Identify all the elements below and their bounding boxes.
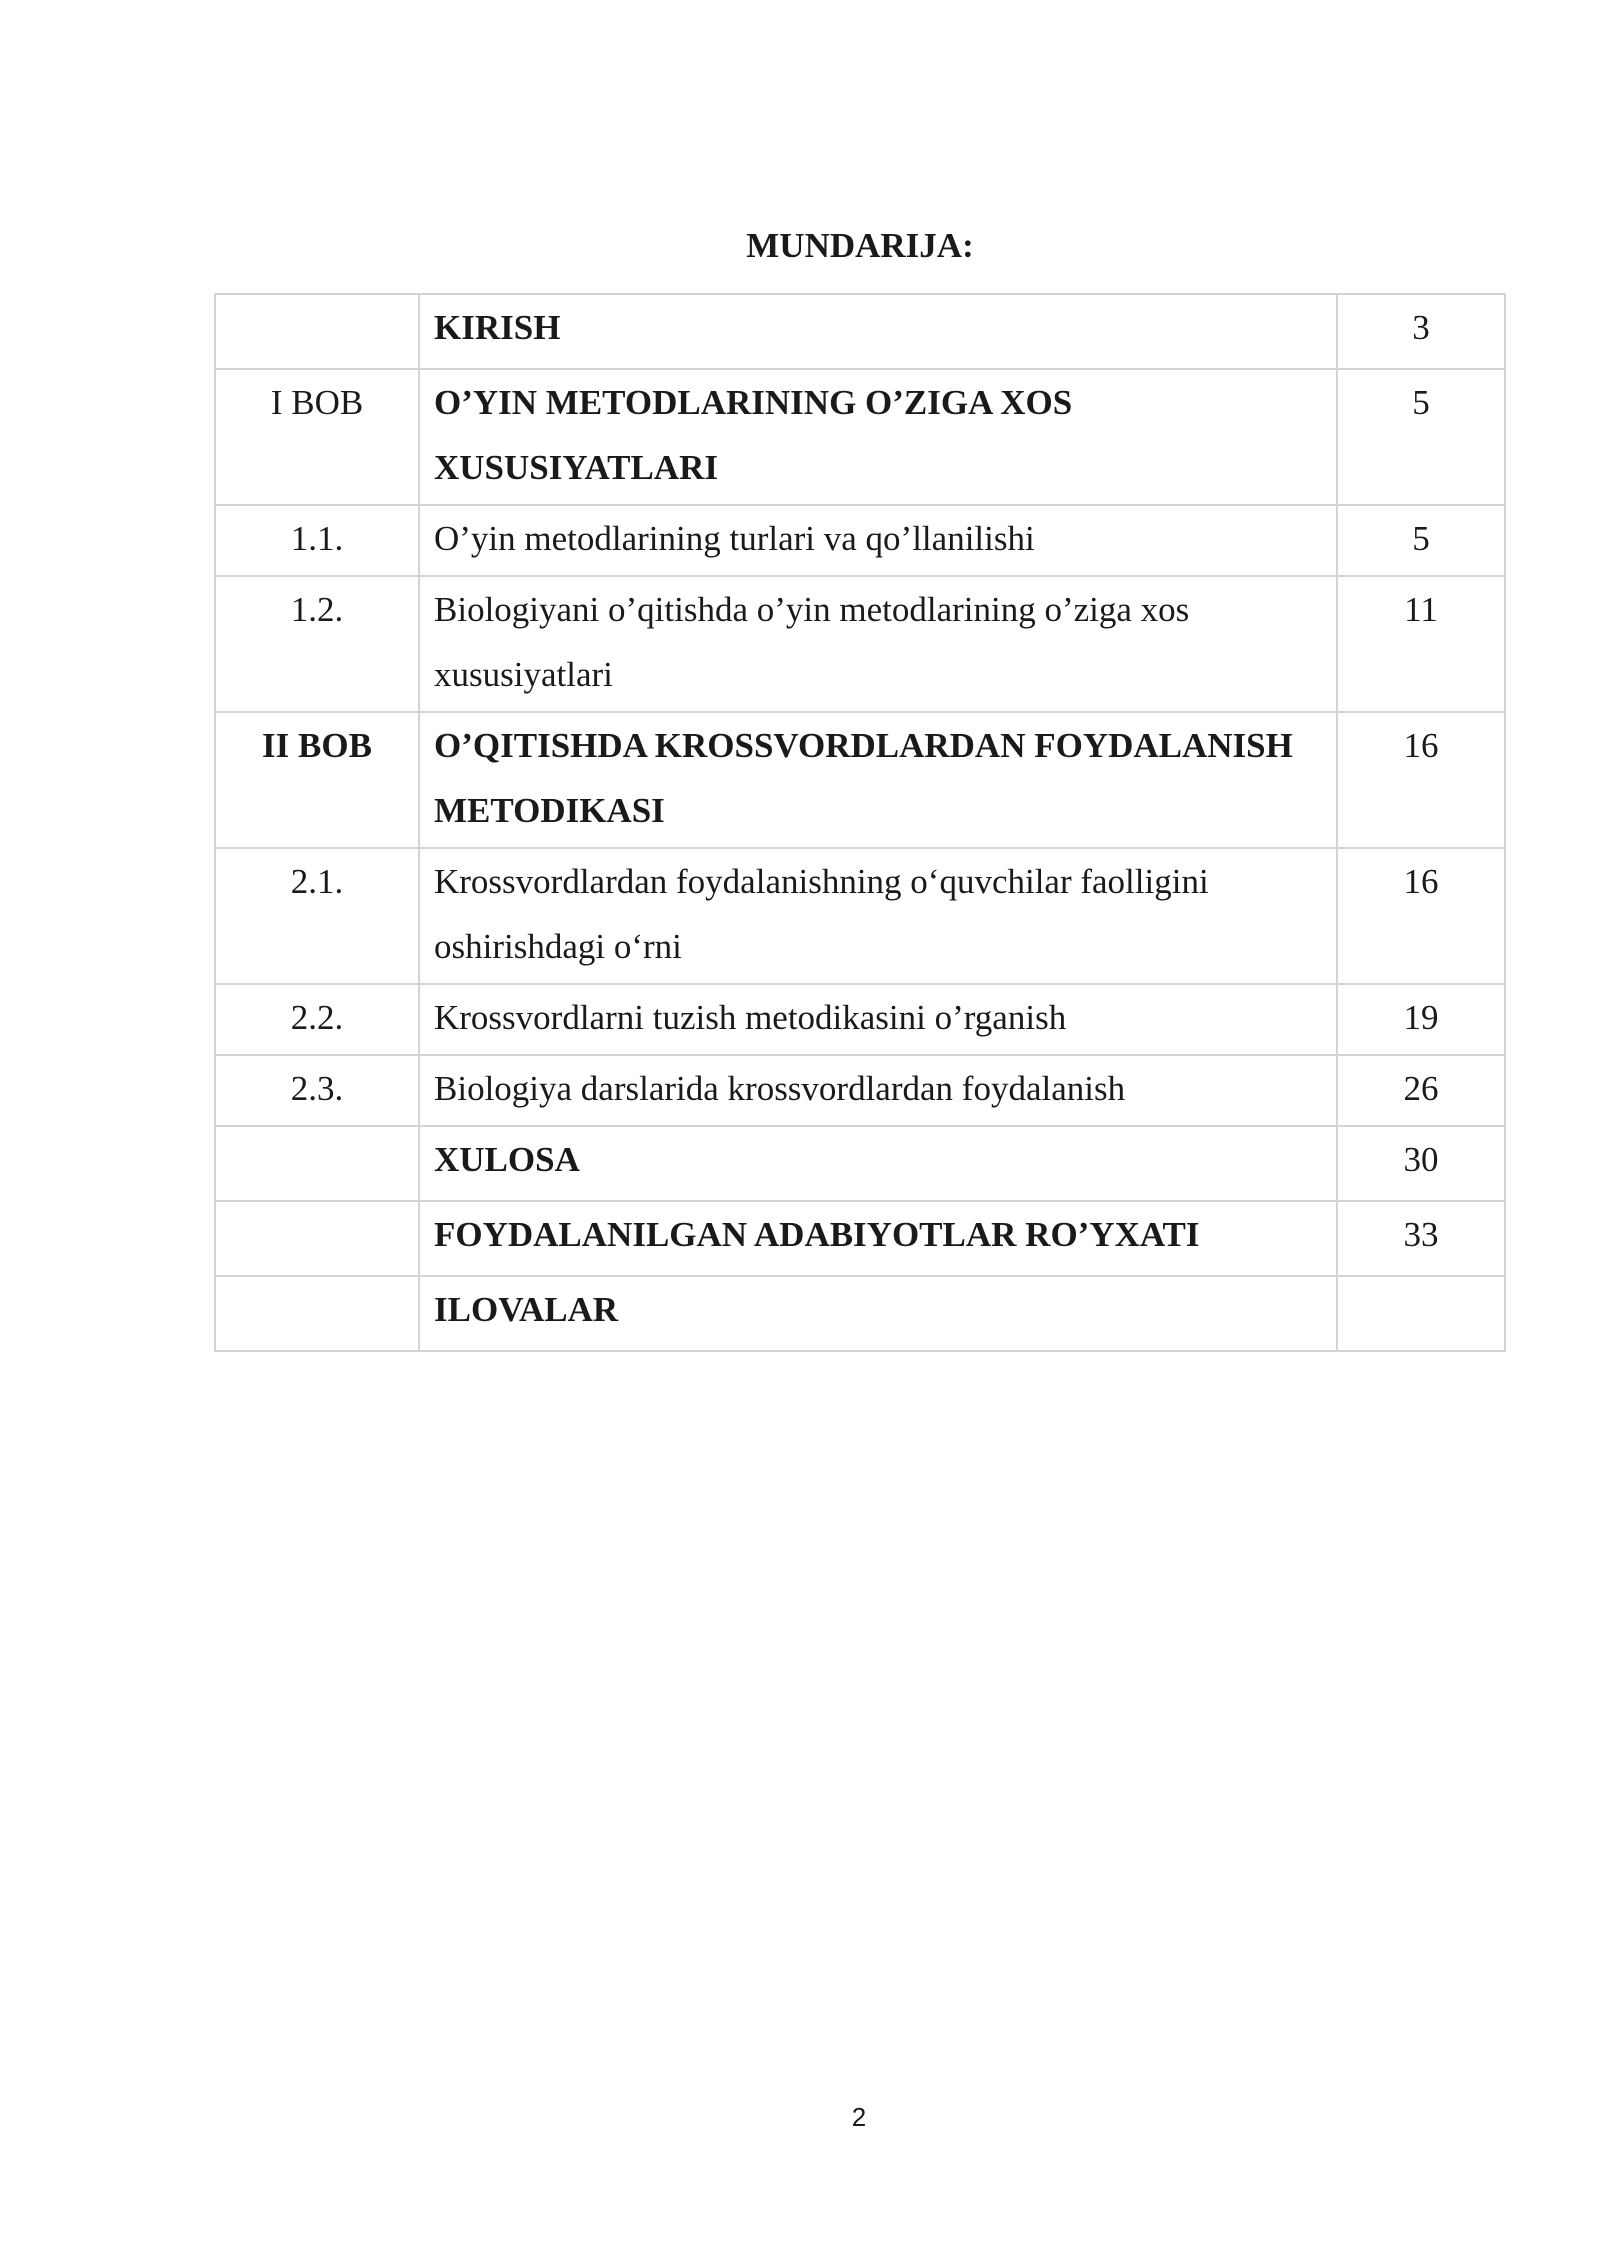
toc-number (215, 294, 419, 369)
toc-number (215, 1126, 419, 1201)
toc-title: Biologiyani o’qitishda o’yin metodlarining o’ziga xos xususiyatlari (419, 576, 1337, 712)
toc-title: O’YIN METODLARINING O’ZIGA XOS XUSUSIYATLARI (419, 369, 1337, 505)
toc-row (215, 1276, 1505, 1351)
toc-page: 33 (1337, 1201, 1505, 1276)
toc-title: FOYDALANILGAN ADABIYOTLAR RO’YXATI (419, 1201, 1337, 1276)
toc-number: II BOB (215, 712, 419, 848)
toc-number: 1.2. (215, 576, 419, 712)
page-title: MUNDARIJA: (746, 226, 974, 265)
toc-title: ILOVALAR (419, 1276, 1337, 1351)
toc-page: 26 (1337, 1055, 1505, 1126)
toc-title: Krossvordlarni tuzish metodikasini o’rganish (419, 984, 1337, 1055)
toc-row (215, 294, 1505, 369)
toc-title: Biologiya darslarida krossvordlardan foydalanish (419, 1055, 1337, 1126)
toc-page: 16 (1337, 712, 1505, 848)
toc-number: 2.2. (215, 984, 419, 1055)
toc-row (215, 984, 1505, 1055)
toc-page: 19 (1337, 984, 1505, 1055)
table-of-contents (214, 293, 1506, 1352)
toc-row (215, 1126, 1505, 1201)
toc-row (215, 576, 1505, 712)
toc-number (215, 1276, 419, 1351)
toc-title: KIRISH (419, 294, 1337, 369)
toc-page: 3 (1337, 294, 1505, 369)
toc-page (1337, 1276, 1505, 1351)
toc-number (215, 1201, 419, 1276)
toc-title: O’yin metodlarining turlari va qo’llanilishi (419, 505, 1337, 576)
toc-row (215, 848, 1505, 984)
toc-number: 1.1. (215, 505, 419, 576)
toc-title: Krossvordlardan foydalanishning o‘quvchilar faolligini oshirishdagi o‘rni (419, 848, 1337, 984)
toc-number: 2.3. (215, 1055, 419, 1126)
toc-title: O’QITISHDA KROSSVORDLARDAN FOYDALANISH METODIKASI (419, 712, 1337, 848)
toc-row (215, 505, 1505, 576)
toc-page: 5 (1337, 505, 1505, 576)
toc-row (215, 1055, 1505, 1126)
toc-row (215, 712, 1505, 848)
toc-number: 2.1. (215, 848, 419, 984)
page-number: 2 (851, 2102, 867, 2132)
toc-number: I BOB (215, 369, 419, 505)
toc-row (215, 369, 1505, 505)
toc-page: 16 (1337, 848, 1505, 984)
toc-page: 30 (1337, 1126, 1505, 1201)
toc-row (215, 1201, 1505, 1276)
toc-page: 11 (1337, 576, 1505, 712)
toc-title: XULOSA (419, 1126, 1337, 1201)
toc-page: 5 (1337, 369, 1505, 505)
